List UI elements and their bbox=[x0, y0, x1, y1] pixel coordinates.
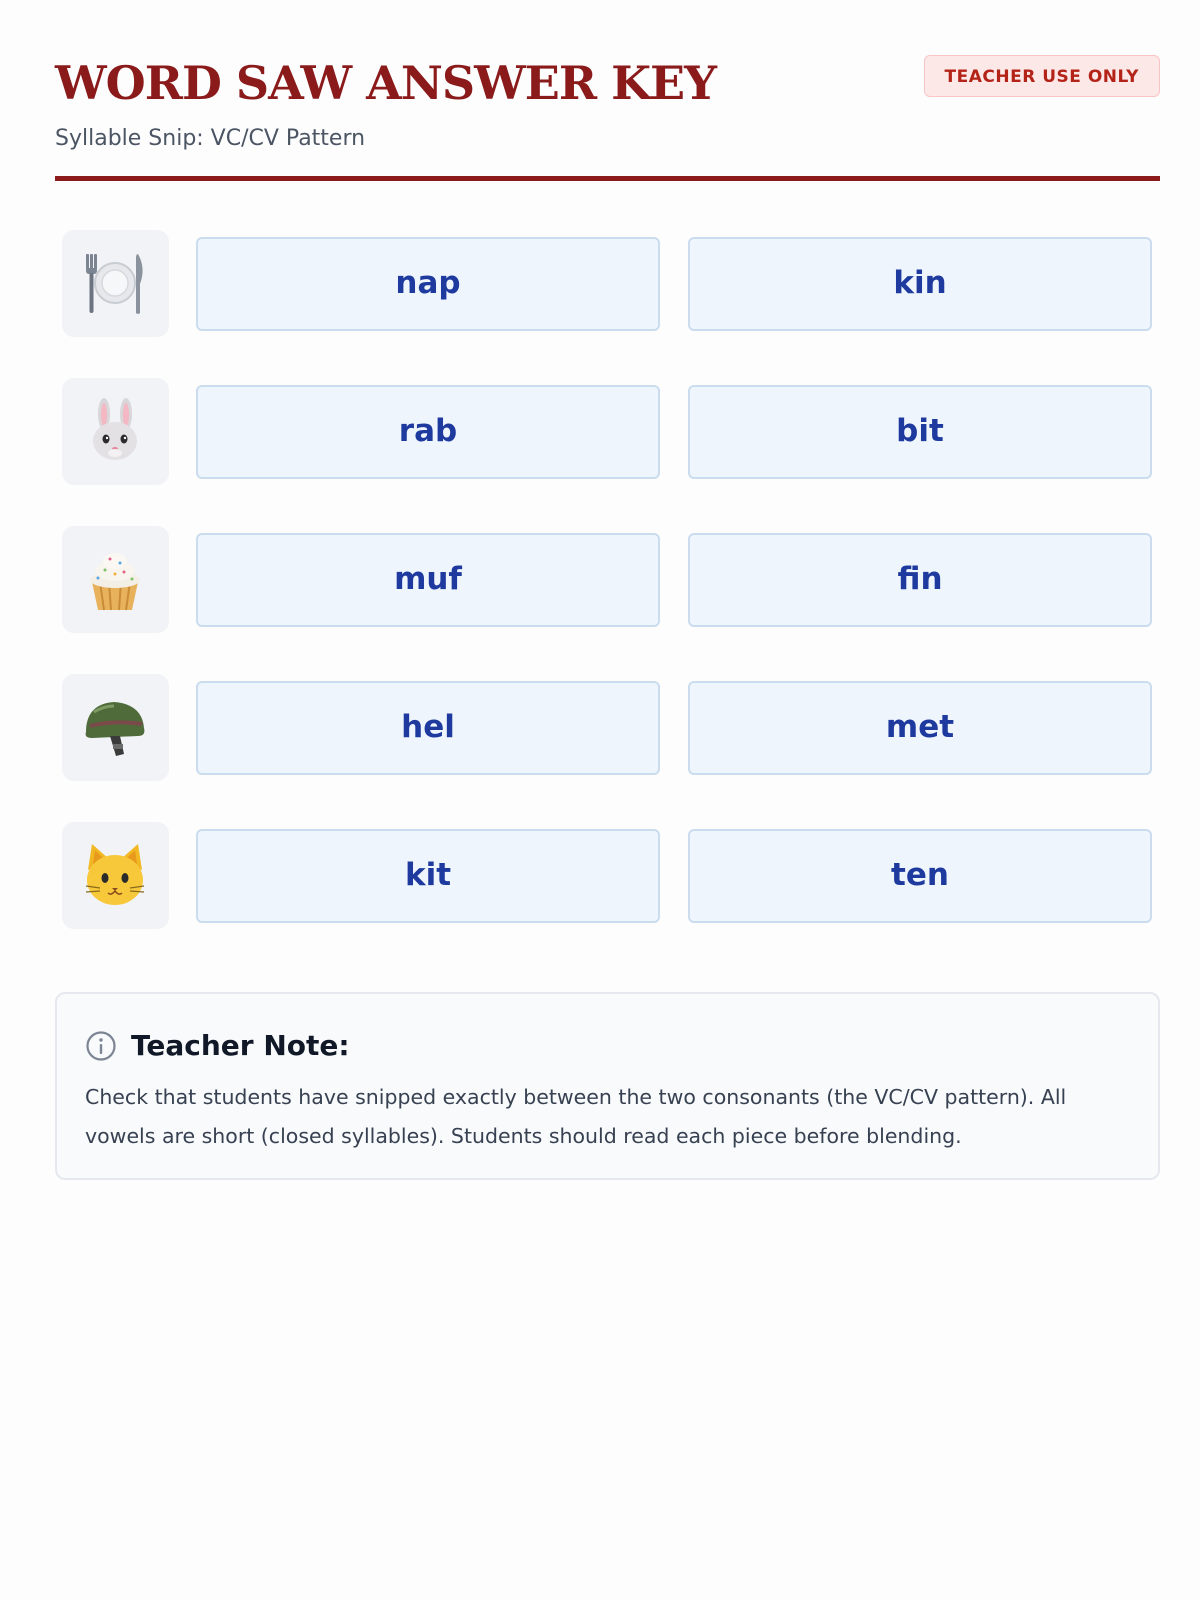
plate-fork-knife-icon bbox=[80, 248, 150, 318]
teacher-only-badge: TEACHER USE ONLY bbox=[924, 55, 1160, 97]
syllable-box-first: rab bbox=[196, 385, 660, 479]
word-row bbox=[55, 674, 1160, 782]
word-row bbox=[55, 230, 1160, 338]
teacher-note-box bbox=[55, 992, 1160, 1180]
cat-face-icon bbox=[80, 840, 150, 910]
syllable-box-first: hel bbox=[196, 681, 660, 775]
syllable-box-second: met bbox=[688, 681, 1152, 775]
syllable-box-second: ten bbox=[688, 829, 1152, 923]
word-rows bbox=[55, 230, 1160, 970]
syllable-box-second: fin bbox=[688, 533, 1152, 627]
page-header bbox=[55, 0, 1160, 182]
header-divider bbox=[55, 176, 1160, 181]
rabbit-face-icon bbox=[80, 396, 150, 466]
page-subtitle: Syllable Snip: VC/CV Pattern bbox=[55, 126, 366, 151]
syllable-box-second: bit bbox=[688, 385, 1152, 479]
picture-tile bbox=[62, 526, 169, 633]
syllable-box-first: nap bbox=[196, 237, 660, 331]
syllable-box-first: muf bbox=[196, 533, 660, 627]
picture-tile bbox=[62, 674, 169, 781]
teacher-note-text: Check that students have snipped exactly between the two consonants (the VC/CV pattern). All vowels are short (closed syllables). Students should read each piece before blending. bbox=[85, 1085, 1067, 1148]
word-row bbox=[55, 822, 1160, 930]
word-row bbox=[55, 378, 1160, 486]
answer-key-page bbox=[55, 0, 1160, 1148]
cupcake-icon bbox=[80, 544, 150, 614]
page-title: WORD SAW ANSWER KEY bbox=[55, 56, 716, 110]
teacher-note-title: Teacher Note: bbox=[131, 1029, 350, 1062]
info-icon bbox=[85, 1030, 117, 1062]
picture-tile bbox=[62, 378, 169, 485]
picture-tile bbox=[62, 230, 169, 337]
syllable-box-first: kit bbox=[196, 829, 660, 923]
word-row bbox=[55, 526, 1160, 634]
picture-tile bbox=[62, 822, 169, 929]
syllable-box-second: kin bbox=[688, 237, 1152, 331]
military-helmet-icon bbox=[80, 692, 150, 762]
